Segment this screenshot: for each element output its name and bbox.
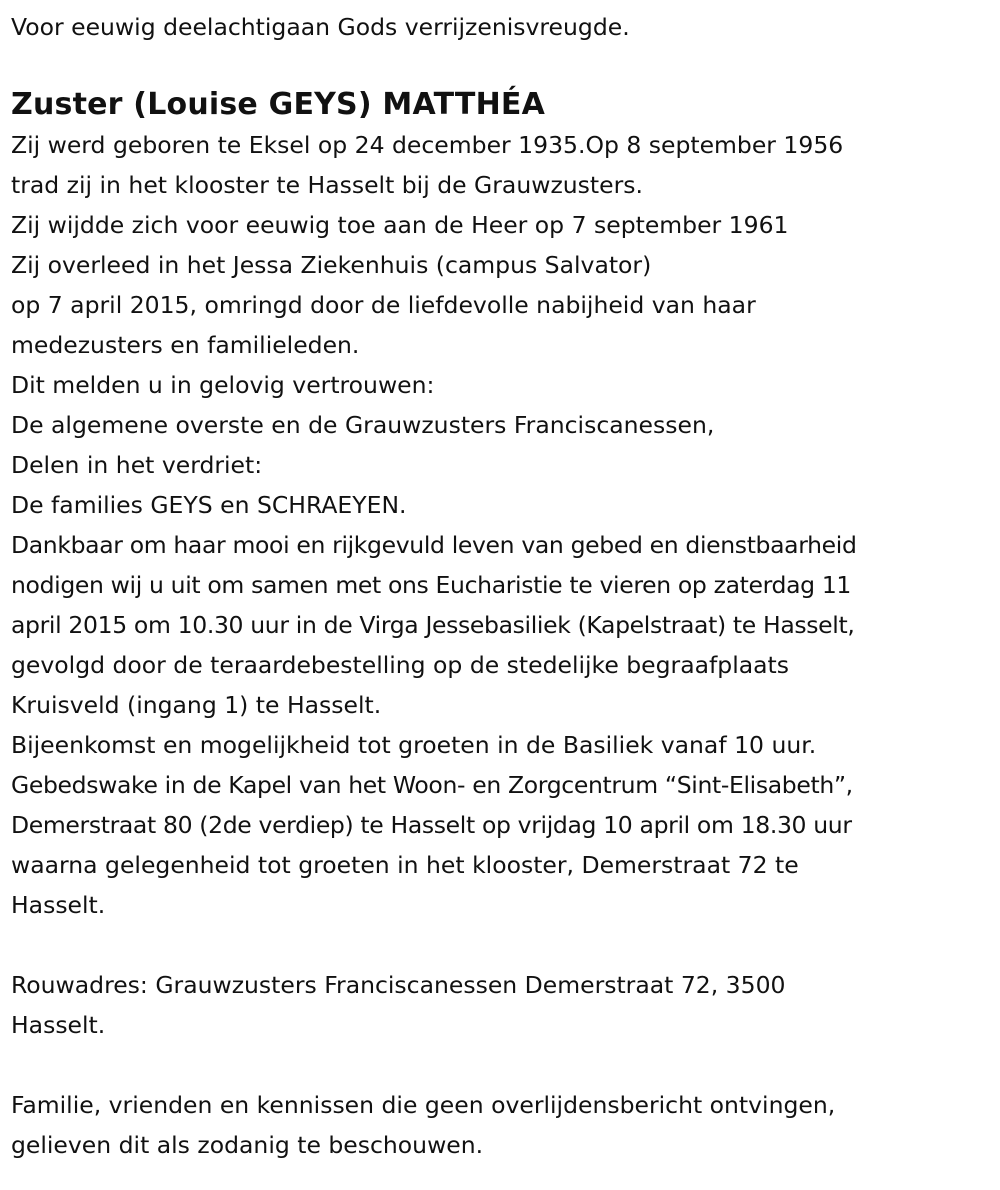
body-line: Dankbaar om haar mooi en rijkgevuld leven van gebed en dienstbaarheid <box>11 531 857 559</box>
body-line: april 2015 om 10.30 uur in de Virga Jessebasiliek (Kapelstraat) te Hasselt, <box>11 611 855 639</box>
body-line: Zij overleed in het Jessa Ziekenhuis (campus Salvator) <box>11 251 652 279</box>
intro-line: Voor eeuwig deelachtigaan Gods verrijzenisvreugde. <box>11 13 630 41</box>
body-line: gevolgd door de teraardebestelling op de stedelijke begraafplaats <box>11 651 789 679</box>
body-line: trad zij in het klooster te Hasselt bij de Grauwzusters. <box>11 171 643 199</box>
body-line: Zij wijdde zich voor eeuwig toe aan de Heer op 7 september 1961 <box>11 211 789 239</box>
obituary-text <box>11 7 996 1165</box>
closing-line: gelieven dit als zodanig te beschouwen. <box>11 1131 484 1159</box>
address-line: Hasselt. <box>11 1011 106 1039</box>
body-line: nodigen wij u uit om samen met ons Eucharistie te vieren op zaterdag 11 <box>11 571 852 599</box>
body-line: Hasselt. <box>11 891 106 919</box>
body-line: Delen in het verdriet: <box>11 451 263 479</box>
address-line: Rouwadres: Grauwzusters Franciscanessen Demerstraat 72, 3500 <box>11 971 786 999</box>
body-line: Kruisveld (ingang 1) te Hasselt. <box>11 691 382 719</box>
body-line: De families GEYS en SCHRAEYEN. <box>11 491 407 519</box>
spacer <box>11 925 996 965</box>
body-line: Dit melden u in gelovig vertrouwen: <box>11 371 435 399</box>
body-line: Bijeenkomst en mogelijkheid tot groeten in de Basiliek vanaf 10 uur. <box>11 731 817 759</box>
spacer <box>11 1045 996 1085</box>
body-line: Zij werd geboren te Eksel op 24 december 1935.Op 8 september 1956 <box>11 131 844 159</box>
body-line: op 7 april 2015, omringd door de liefdevolle nabijheid van haar <box>11 291 756 319</box>
body-line: medezusters en familieleden. <box>11 331 360 359</box>
body-line: waarna gelegenheid tot groeten in het klooster, Demerstraat 72 te <box>11 851 799 879</box>
page-title: Zuster (Louise GEYS) MATTHÉA <box>11 87 545 122</box>
closing-line: Familie, vrienden en kennissen die geen overlijdensbericht ontvingen, <box>11 1091 836 1119</box>
body-line: Gebedswake in de Kapel van het Woon- en Zorgcentrum “Sint-Elisabeth”, <box>11 771 853 799</box>
body-line: Demerstraat 80 (2de verdiep) te Hasselt op vrijdag 10 april om 18.30 uur <box>11 811 852 839</box>
body-line: De algemene overste en de Grauwzusters Franciscanessen, <box>11 411 715 439</box>
